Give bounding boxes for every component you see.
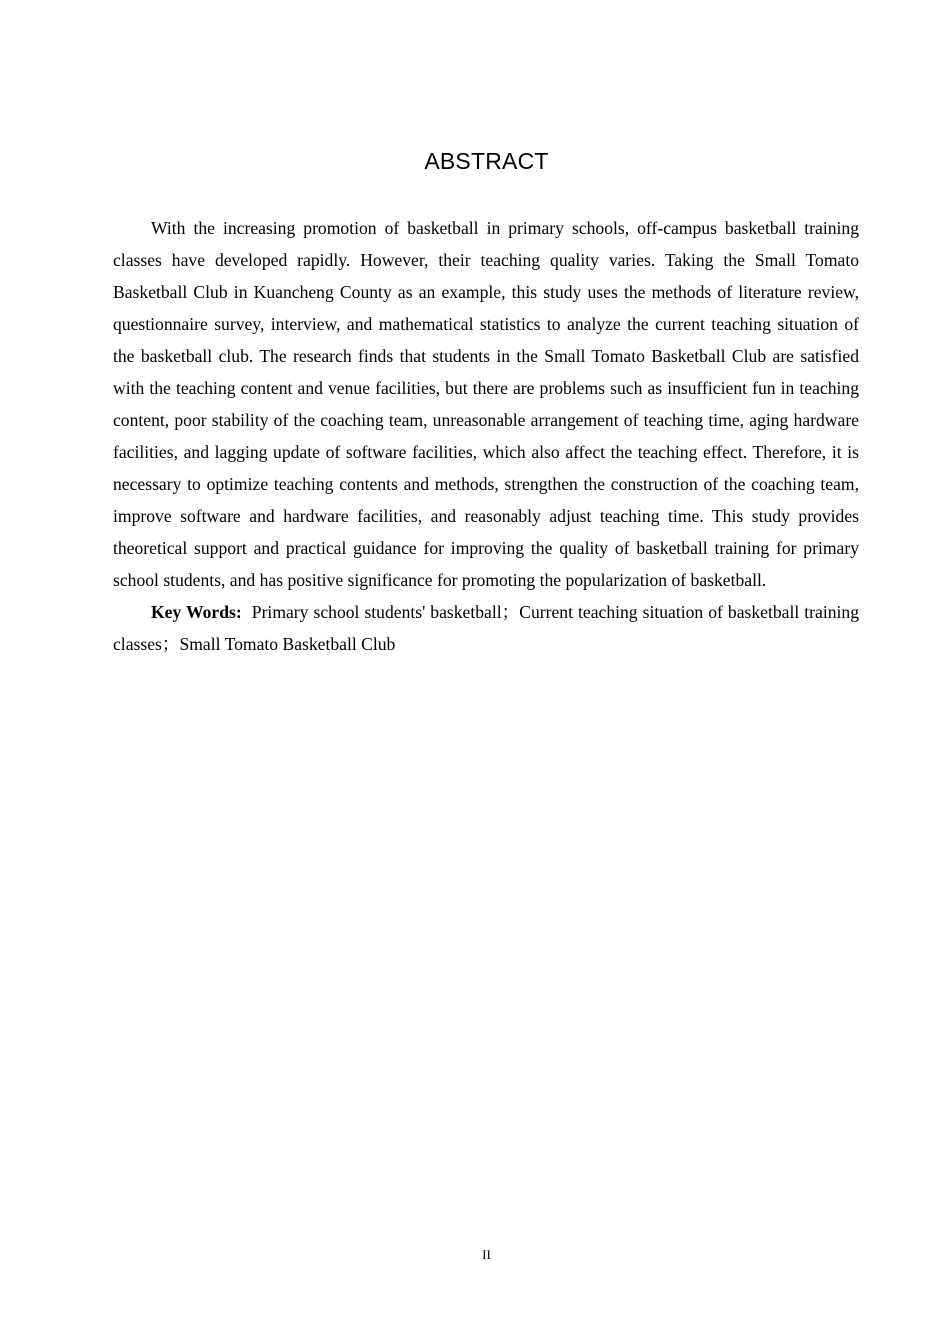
keywords-text: Primary school students' basketball；Current teaching situation of basketball training classes；Small Tomato Basketball Club (113, 602, 860, 654)
abstract-body (113, 212, 859, 660)
abstract-title: ABSTRACT (424, 148, 549, 174)
page-number: II (482, 1247, 491, 1262)
keywords-label: Key Words: (151, 602, 242, 622)
abstract-paragraph: With the increasing promotion of basketball in primary schools, off-campus basketball training classes have developed rapidly. However, their teaching quality varies. Taking the Small Tomato Basketball Club in Kuancheng County as an example, this study uses the methods of literature review, questionnaire survey, interview, and mathematical statistics to analyze the current teaching situation of the basketball club. The research finds that students in the Small Tomato Basketball Club are satisfied with the teaching content and venue facilities, but there are problems such as insufficient fun in teaching content, poor stability of the coaching team, unreasonable arrangement of teaching time, aging hardware facilities, and lagging update of software facilities, which also affect the teaching effect. Therefore, it is necessary to optimize teaching contents and methods, strengthen the construction of the coaching team, improve software and hardware facilities, and reasonably adjust teaching time. This study provides theoretical support and practical guidance for improving the quality of basketball training for primary school students, and has positive significance for promoting the popularization of basketball. (113, 218, 859, 590)
keywords-paragraph (113, 596, 859, 660)
